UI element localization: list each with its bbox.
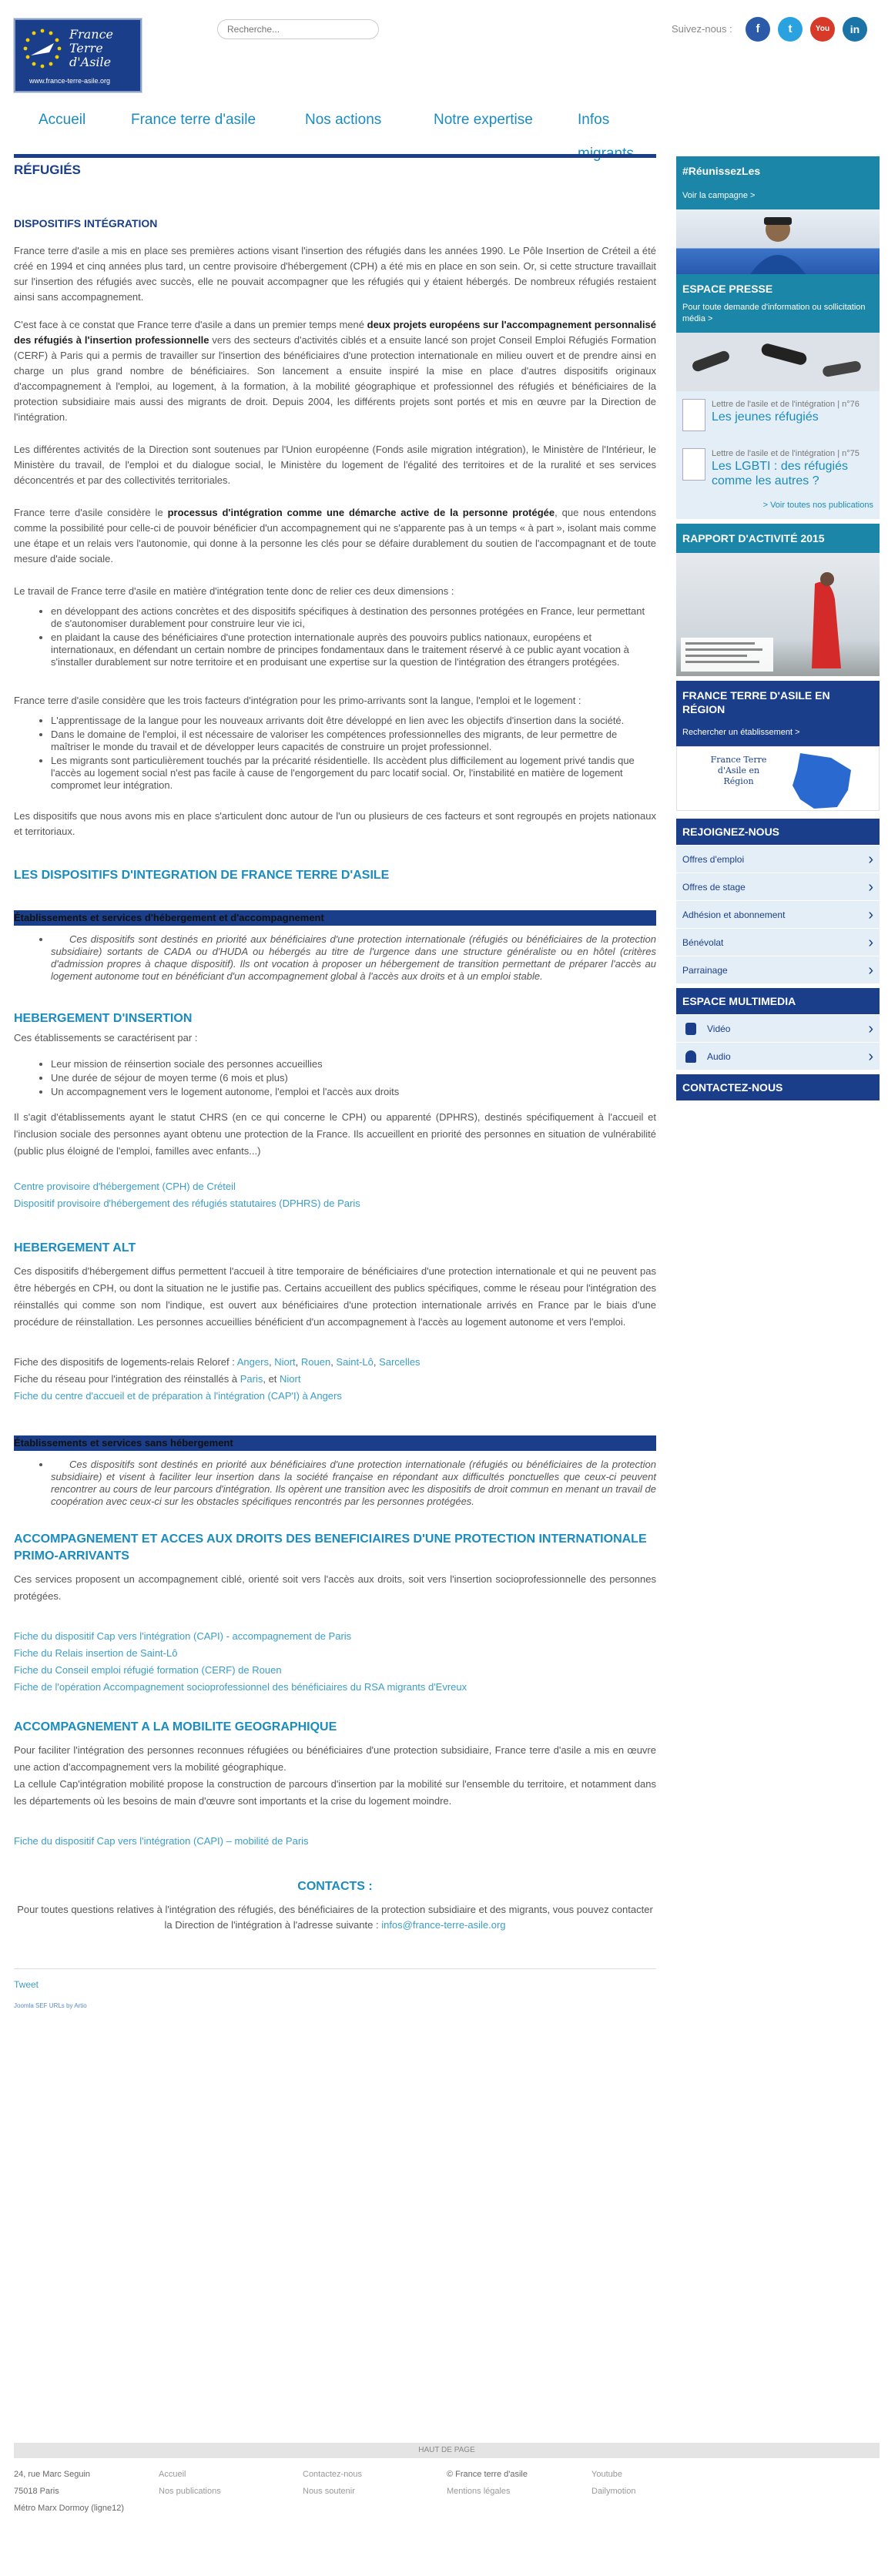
menu-parrainage[interactable] (676, 956, 880, 983)
facebook-icon[interactable]: f (746, 17, 770, 42)
footer-col-5 (591, 2466, 635, 2500)
back-to-top[interactable]: HAUT DE PAGE (14, 2443, 880, 2458)
text: vers des secteurs d'activités ciblés et a ensuite lancé son projet Conseil Emploi Réfugiés Formation (CERF) à Paris qui a permis de travailler sur l'insertion des bénéficiaires d'une protection internationale en milieu ouvert et de prendre ainsi en charge un plus grand nombre de bénéficiaires. Son lancement a ensuite inspiré la mise en place d'autres dispositifs originaux d'accompagnement à l'emploi, au logement, à la formation, à la mobilité géographique et professionnel des réfugiés et bénéficiaires de la protection subsidiaire mais aussi des migrants de droit. Depuis 2004, les différents projets sont portés et mis en œuvre par la Direction de l'intégration. (14, 334, 657, 423)
lettre-title[interactable]: Les LGBTI : des réfugiés comme les autres ? (712, 460, 848, 487)
footer-link[interactable]: Youtube (591, 2470, 622, 2479)
logo-title: France Terre d'Asile (69, 27, 114, 69)
paragraph: Pour faciliter l'intégration des personnes reconnues réfugiées ou bénéficiaires d'une protection subsidiaire, France terre d'asile a mis en œuvre une action d'accompagnement vers la mobilité géographique. (14, 1744, 656, 1773)
reunissez-link[interactable]: Voir la campagne > (682, 191, 756, 200)
link-rsa-evreux[interactable]: Fiche de l'opération Accompagnement socioprofessionnel des bénéficiaires du RSA migrants d'Evreux (14, 1681, 467, 1693)
paragraph: Le travail de France terre d'asile en matière d'intégration tente donc de relier ces deux dimensions : (14, 585, 454, 597)
microphones-icon (676, 333, 880, 391)
lettre-item[interactable] (676, 437, 880, 494)
link-saint-lo[interactable]: Saint-Lô (336, 1356, 374, 1368)
menu-label: Offres d'emploi (682, 854, 745, 865)
section-title: DISPOSITIFS INTÉGRATION (14, 217, 158, 229)
footer-link[interactable]: Dailymotion (591, 2487, 636, 2496)
footer (14, 2443, 880, 2513)
link-capi-mobilite[interactable]: Fiche du dispositif Cap vers l'intégration (CAPI) – mobilité de Paris (14, 1835, 309, 1847)
lettre-item[interactable] (676, 391, 880, 437)
region-image-label: France Terre d'Asile en Région (710, 755, 767, 786)
spacer (14, 1605, 656, 1628)
rejoignez-block (676, 819, 880, 845)
page-title: RÉFUGIÉS (14, 162, 81, 177)
twitter-icon[interactable]: t (778, 17, 803, 42)
presse-image (676, 333, 880, 391)
paragraph: Ces dispositifs d'hébergement diffus permettent l'accueil à titre temporaire de bénéficiaires d'une protection internationale et qui ne peuvent pas être hébergés en CPH, ou dont la situation ne le justifie pas. Certains accueillent des publics spécifiques, comme le réseau pour l'intégration des réinstallés qui comme son nom l'indique, est ouvert aux bénéficiaires d'une protection internationale arrivés en France par le biais d'une procédure de réinstallation. Les personnes accueillies bénéficient d'un accompagnement à l'accès au logement autonome et vers l'emploi. (14, 1265, 656, 1328)
tweet-button[interactable]: Tweet (14, 1968, 656, 1992)
list-item: • Une durée de séjour de moyen terme (6 mois et plus) (51, 1072, 656, 1084)
paragraph (14, 505, 656, 567)
address-line: Métro Marx Dormoy (ligne12) (14, 2504, 125, 2513)
rejoignez-title: REJOIGNEZ-NOUS (682, 826, 780, 838)
main-content (14, 162, 656, 2014)
contactez-block[interactable] (676, 1074, 880, 1100)
link-niort[interactable]: Niort (280, 1373, 301, 1385)
copyright: © France terre d'asile (447, 2470, 528, 2479)
link-rouen[interactable]: Rouen (300, 1356, 331, 1368)
bold-text: processus d'intégration comme une démarche active de la personne protégée (167, 507, 555, 518)
paragraph: Les différentes activités de la Direction sont soutenues par l'Union européenne (Fonds asile migration intégration), le Ministère de l'Intérieur, le Ministère du travail, de l'emploi et du dialogue social, le Ministère du logement de l'égalité des territoires et de la ruralité et ses services déconcentrés et par des collectivités territoriales. (14, 444, 656, 486)
bullet-list (51, 933, 656, 983)
text: Fiche du réseau pour l'intégration des réinstallés à (14, 1373, 240, 1385)
link-sarcelles[interactable]: Sarcelles (379, 1356, 421, 1368)
menu-label: Bénévolat (682, 937, 724, 948)
section-title: ACCOMPAGNEMENT A LA MOBILITE GEOGRAPHIQUE (14, 1720, 337, 1734)
list-item: • Leur mission de réinsertion sociale des personnes accueillies (51, 1058, 656, 1070)
menu-label: Parrainage (682, 965, 728, 976)
link-dphrs-paris[interactable]: Dispositif provisoire d'hébergement des réfugiés statutaires (DPHRS) de Paris (14, 1198, 360, 1209)
presse-title: ESPACE PRESSE (682, 283, 773, 295)
rapport-block[interactable] (676, 524, 880, 553)
section-title: HEBERGEMENT D'INSERTION (14, 1012, 193, 1025)
nav-infos-migrants[interactable]: Infos (578, 112, 610, 128)
link-cerf-rouen[interactable]: Fiche du Conseil emploi réfugié formation (CERF) de Rouen (14, 1664, 282, 1676)
paragraph: La cellule Cap'intégration mobilité propose la construction de parcours d'insertion par la mobilité sur l'ensemble du territoire, et notamment dans les départements où les besoins de main d'œuvre sont importants et la crise du logement moindre. (14, 1778, 656, 1807)
spacer (14, 1810, 656, 1833)
multimedia-title: ESPACE MULTIMEDIA (682, 995, 796, 1007)
bold-text: deux projets européens sur l'accompagnement personnalisé des réfugiés à l'insertion professionnelle (14, 319, 656, 346)
contacts-title: CONTACTS : (297, 1880, 373, 1893)
reunissez-title: #RéunissezLes (682, 165, 761, 177)
address-line: 75018 Paris (14, 2487, 59, 2496)
menu-label: Audio (707, 1051, 731, 1062)
follow-label: Suivez-nous : (672, 23, 732, 35)
nav-france-terre-d-asile[interactable]: France terre d'asile (131, 112, 256, 128)
region-title: FRANCE TERRE D'ASILE EN RÉGION (682, 689, 830, 715)
footer-link[interactable]: Contactez-nous (303, 2470, 363, 2479)
reunissez-block[interactable] (676, 156, 880, 209)
link-capi-angers[interactable]: Fiche du centre d'accueil et de préparation à l'intégration (CAP'I) à Angers (14, 1390, 342, 1402)
lettre-cover-icon (682, 448, 705, 481)
paragraph: Les dispositifs que nous avons mis en place s'articulent donc autour de l'un ou plusieurs de ces facteurs et sont regroupés en projets nationaux et territoriaux. (14, 810, 656, 837)
list-item: • L'apprentissage de la langue pour les nouveaux arrivants doit être développé en lien avec les objectifs d'insertion dans la société. (51, 715, 656, 727)
list-item: • en développant des actions concrètes et des dispositifs spécifiques à destination des personnes protégées en France, leur permettant de s'autonomiser durablement pour construire leur vie ici, (51, 605, 656, 630)
main-nav (14, 103, 656, 137)
footer-address (14, 2466, 124, 2517)
contacts-text (14, 1902, 656, 1933)
menu-offres-stage[interactable] (676, 873, 880, 900)
voir-publications-link[interactable]: > Voir toutes nos publications (676, 494, 880, 519)
menu-video[interactable] (676, 1014, 880, 1042)
chevron-right-icon: › (868, 962, 873, 979)
region-link[interactable]: Rechercher un établissement > (682, 728, 800, 737)
chevron-right-icon: › (868, 851, 873, 868)
list-item: • Un accompagnement vers le logement autonome, l'emploi et l'accès aux droits (51, 1086, 656, 1098)
sidebar (676, 156, 880, 1100)
address-line: 24, rue Marc Seguin (14, 2470, 91, 2479)
text: France terre d'asile considère le (14, 507, 168, 518)
link-cph-creteil[interactable]: Centre provisoire d'hébergement (CPH) de Créteil (14, 1181, 236, 1192)
list-item: • Ces dispositifs sont destinés en priorité aux bénéficiaires d'une protection internationale (réfugiés ou bénéficiaires de la protection subsidiaire) et visent à faciliter leur insertion dans la société française en répondant aux difficultés ponctuelles que ceux-ci peuvent rencontrer au cours de leur parcours d'intégration. Ils opèrent une transition avec les dispositifs de droit commun en menant un travail de coopération avec ceux-ci sur les obstacles spécifiques rencontrés par les personnes protégées. (51, 1459, 656, 1508)
nav-notre-expertise[interactable]: Notre expertise (434, 112, 533, 128)
footer-link[interactable]: Nos publications (159, 2487, 221, 2496)
text: , que nous entendons comme la possibilité pour celle-ci de pouvoir bénéficier d'un accompagnement qui ne s'apparente pas à un temps « à part », isolant mais comme une étape et un relais vers l'autonomie, qui donne à la personne les clés pour se défaire durablement du soutien de l'accompagnant et de toute mesure d'aide sociale. (14, 507, 656, 564)
text: C'est face à ce constat que France terre d'asile a dans un premier temps mené (14, 319, 367, 330)
bullet-list (51, 605, 656, 668)
header (0, 0, 888, 162)
menu-label: Vidéo (707, 1023, 731, 1034)
text: Fiche des dispositifs de logements-relais Reloref : (14, 1356, 237, 1368)
footer-col-3 (303, 2466, 362, 2500)
bullet-list (51, 1058, 656, 1098)
contact-email-link[interactable]: infos@france-terre-asile.org (381, 1919, 506, 1931)
eu-stars-icon (20, 26, 65, 71)
lettre-meta: Lettre de l'asile et de l'intégration | n°76 (712, 400, 860, 409)
lettre-cover-icon (682, 399, 705, 431)
campaign-image (676, 209, 880, 274)
reseau-line: Fiche du réseau pour l'intégration des réinstallés à Paris, et Niort (14, 1373, 301, 1385)
menu-label: Adhésion et abonnement (682, 909, 786, 920)
link-angers[interactable]: Angers (236, 1356, 269, 1368)
menu-audio[interactable] (676, 1042, 880, 1070)
list-item: • Les migrants sont particulièrement touchés par la précarité résidentielle. Ils accèdent plus difficilement au logement privé tandis que l'accès au logement social n'est pas facile à cause de l'engorgement du parc locatif social. Or, l'instabilité en matière de logement compromet leur intégration. (51, 755, 656, 792)
reloref-line: Fiche des dispositifs de logements-relais Reloref : Angers, Niort, Rouen, Saint-Lô, Sarcelles (14, 1356, 421, 1368)
section-title: LES DISPOSITIFS D'INTEGRATION DE FRANCE TERRE D'ASILE (14, 869, 390, 882)
presse-link[interactable]: Pour toute demande d'information ou sollicitation média > (682, 303, 866, 323)
spacer (14, 1160, 656, 1178)
spacer (14, 1331, 656, 1354)
footer-link[interactable]: Mentions légales (447, 2487, 511, 2496)
link-paris[interactable]: Paris (240, 1373, 263, 1385)
search-input[interactable] (217, 19, 379, 39)
site-logo[interactable] (14, 18, 142, 92)
contactez-title: CONTACTEZ-NOUS (682, 1081, 783, 1094)
lettre-title[interactable]: Les jeunes réfugiés (712, 410, 819, 424)
region-image[interactable] (676, 746, 880, 811)
paragraph: Ces établissements se caractérisent par : (14, 1032, 198, 1043)
link-capi-paris[interactable]: Fiche du dispositif Cap vers l'intégration (CAPI) - accompagnement de Paris (14, 1630, 352, 1642)
subsection-title: Établissements et services sans hébergement (14, 1435, 656, 1451)
footer-col-2 (159, 2466, 221, 2500)
rapport-image[interactable] (676, 553, 880, 676)
linkedin-icon[interactable]: in (843, 17, 867, 42)
chevron-right-icon: › (868, 906, 873, 923)
footer-link[interactable]: Accueil (159, 2470, 186, 2479)
section-title: HEBERGEMENT ALT (14, 1241, 136, 1255)
rapport-title: RAPPORT D'ACTIVITÉ 2015 (682, 532, 825, 544)
menu-offres-emploi[interactable] (676, 845, 880, 873)
nav-divider (14, 154, 656, 158)
subsection-title: Établissements et services d'hébergement et d'accompagnement (14, 910, 656, 926)
paragraph: France terre d'asile a mis en place ses premières actions visant l'insertion des réfugiés dans les années 1990. Le Pôle Insertion de Créteil a été créé en 1994 et cinq années plus tard, un centre provisoire d'hébergement (CPH) a été mis en place en son sein. Or, si cette structure travaillait sur l'insertion des réfugiés avec succès, elle ne pouvait accompagner que les réfugiés qui y étaient hébergés. De nombreux réfugiés restaient ainsi sans accompagnement. (14, 245, 656, 303)
region-block[interactable] (676, 681, 880, 746)
footer-link[interactable]: Nous soutenir (303, 2487, 355, 2496)
chevron-right-icon: › (868, 1048, 873, 1065)
chevron-right-icon: › (868, 1020, 873, 1037)
sef-credit: Joomla SEF URLs by Artio (14, 2002, 87, 2009)
footer-col-4 (447, 2466, 528, 2500)
chevron-right-icon: › (868, 934, 873, 951)
audio-icon (685, 1050, 696, 1063)
presse-block[interactable] (676, 274, 880, 333)
nav-nos-actions[interactable]: Nos actions (305, 112, 382, 128)
bullet-list (51, 1459, 656, 1508)
paragraph: Ces services proposent un accompagnement ciblé, orienté soit vers l'accès aux droits, soit vers l'insertion socioprofessionnelle des personnes protégées. (14, 1573, 656, 1602)
link-relais-saint-lo[interactable]: Fiche du Relais insertion de Saint-Lô (14, 1647, 178, 1659)
person-photo-icon (676, 209, 880, 274)
youtube-icon[interactable]: You Tube (810, 17, 835, 42)
menu-benevolat[interactable] (676, 928, 880, 956)
list-item: • Dans le domaine de l'emploi, il est nécessaire de valoriser les compétences professionnelles des migrants, de leur permettre de maîtriser le monde du travail et de développer leurs capacités de construire un projet professionnel. (51, 729, 656, 753)
lettre-meta: Lettre de l'asile et de l'intégration | n°75 (712, 449, 860, 458)
multimedia-block (676, 988, 880, 1014)
video-icon (685, 1023, 696, 1035)
menu-label: Offres de stage (682, 882, 746, 893)
section-title: ACCOMPAGNEMENT ET ACCES AUX DROITS DES BENEFICIAIRES D'UNE PROTECTION INTERNATIONALE PRIMO-ARRIVANTS (14, 1533, 647, 1563)
bullet-list (51, 715, 656, 792)
rapport-cover-icon (676, 553, 880, 676)
list-item: • en plaidant la cause des bénéficiaires d'une protection internationale auprès des pouvoirs publics nationaux, européens et internationaux, en défendant un certain nombre de principes fondamentaux dans le traitement réservé à ce public ayant vocation à s'installer durablement sur notre territoire et en produisant une expertise sur la question de l'intégration des étrangers protégées. (51, 631, 656, 668)
paragraph: Il s'agit d'établissements ayant le statut CHRS (en ce qui concerne le CPH) ou apparenté (DPHRS), destinés spécifiquement à l'accueil et l'inclusion sociale des personnes ayant obtenu une protection de la France. Ils accueillent en priorité des personnes en situation de vulnérabilité (public plus éloigné de l'emploi, familles avec enfants...) (14, 1111, 656, 1157)
menu-adhesion[interactable] (676, 900, 880, 928)
paragraph (14, 317, 656, 425)
nav-accueil[interactable]: Accueil (39, 112, 86, 128)
logo-url: www.france-terre-asile.org (29, 77, 111, 85)
list-item: • Ces dispositifs sont destinés en priorité aux bénéficiaires d'une protection internationale (réfugiés ou bénéficiaires de la protection subsidiaire) sortants de CADA ou d'HUDA ou hébergés au titre de l'urgence dans une structure généraliste ou en hôtel (critères d'admission propres à chaque dispositif). Ils ont vocation à proposer un hébergement de transition permettant de préparer l'accès au logement autonome tout en bénéficiant d'un accompagnement global à l'accès aux droits et à un emploi stable. (51, 933, 656, 983)
link-niort[interactable]: Niort (274, 1356, 296, 1368)
chevron-right-icon: › (868, 879, 873, 896)
paragraph: France terre d'asile considère que les trois facteurs d'intégration pour les primo-arrivants sont la langue, l'emploi et le logement : (14, 695, 581, 706)
text: Pour toutes questions relatives à l'intégration des réfugiés, des bénéficiaires de la protection subsidiaire et des migrants, vous pouvez contacter la Direction de l'intégration à l'adresse suivante : (17, 1904, 653, 1931)
